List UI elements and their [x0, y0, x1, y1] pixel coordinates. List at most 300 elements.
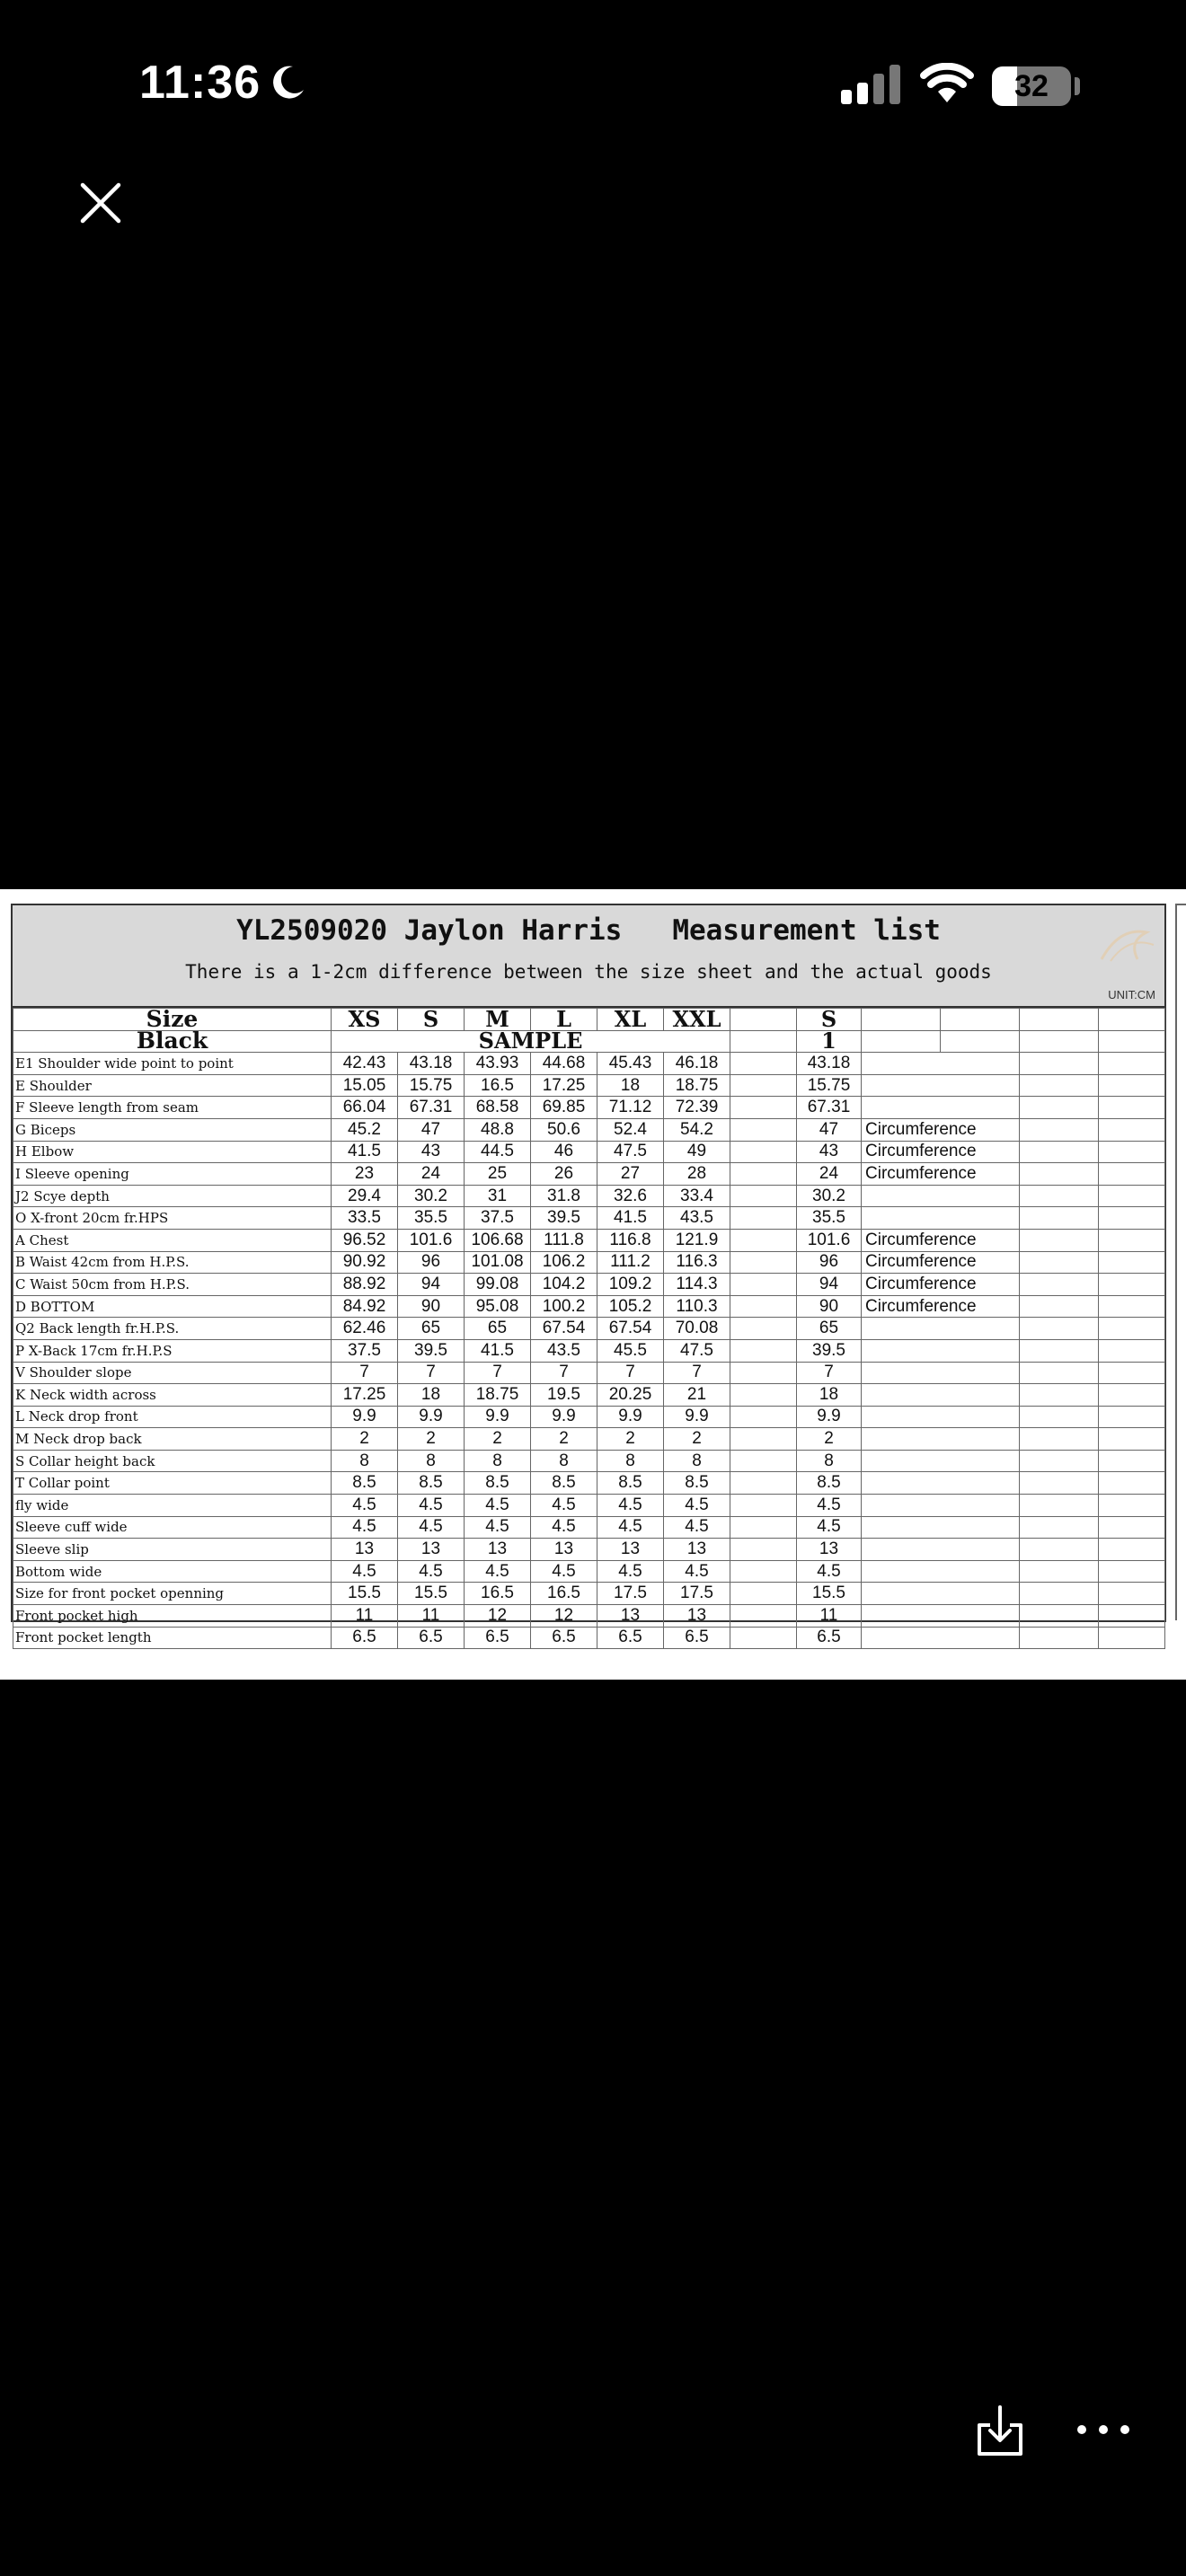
sheet-subtitle: There is a 1-2cm difference between the size sheet and the actual goods [185, 961, 992, 983]
blank-cell [1099, 1163, 1165, 1186]
measurement-value: 32.6 [597, 1185, 664, 1207]
sample-value: 18 [797, 1384, 862, 1407]
measurement-value: 105.2 [597, 1295, 664, 1318]
measurement-value: 8 [465, 1450, 531, 1472]
blank-cell [1099, 1384, 1165, 1407]
measurement-value: 13 [664, 1539, 730, 1561]
measurement-value: 31 [465, 1185, 531, 1207]
sample-value: 67.31 [797, 1097, 862, 1119]
measurement-value: 4.5 [332, 1495, 398, 1517]
note-cell [862, 1472, 1020, 1495]
blank-cell [1099, 1229, 1165, 1251]
measurement-value: 66.04 [332, 1097, 398, 1119]
blank-cell [1020, 1053, 1099, 1075]
table-row [13, 1627, 1165, 1649]
measurement-value: 2 [398, 1428, 465, 1451]
table-row [13, 1295, 1165, 1318]
measurement-value: 65 [465, 1318, 531, 1340]
sample-value: 4.5 [797, 1516, 862, 1539]
note-cell [862, 1384, 1020, 1407]
measurement-label: V Shoulder slope [13, 1362, 332, 1384]
table-row [13, 1074, 1165, 1097]
measurement-value: 110.3 [664, 1295, 730, 1318]
measurement-value: 8.5 [398, 1472, 465, 1495]
blank-cell [1099, 1251, 1165, 1274]
measurement-value: 2 [597, 1428, 664, 1451]
measurement-value: 109.2 [597, 1274, 664, 1296]
measurement-value: 41.5 [465, 1339, 531, 1362]
battery-icon [992, 66, 1071, 106]
blank-cell [1099, 1030, 1165, 1053]
measurement-value: 111.8 [531, 1229, 597, 1251]
measurement-label: P X-Back 17cm fr.H.P.S [13, 1339, 332, 1362]
more-icon[interactable] [1075, 2416, 1132, 2443]
measurement-value: 43.93 [465, 1053, 531, 1075]
blank-cell [1020, 1097, 1099, 1119]
sample-value: 15.5 [797, 1583, 862, 1605]
measurement-label: fly wide [13, 1495, 332, 1517]
measurement-value: 4.5 [531, 1495, 597, 1517]
table-row [13, 1207, 1165, 1230]
measurement-value: 20.25 [597, 1384, 664, 1407]
measurement-value: 13 [465, 1539, 531, 1561]
blank-cell [1020, 1339, 1099, 1362]
table-row [13, 1251, 1165, 1274]
measurement-value: 47.5 [597, 1141, 664, 1163]
measurement-value: 7 [597, 1362, 664, 1384]
blank-cell [1099, 1118, 1165, 1141]
measurement-value: 8 [664, 1450, 730, 1472]
measurement-value: 104.2 [531, 1274, 597, 1296]
measurement-value: 26 [531, 1163, 597, 1186]
battery-tip [1075, 77, 1080, 95]
measurement-label: G Biceps [13, 1118, 332, 1141]
measurement-value: 18.75 [664, 1074, 730, 1097]
measurement-label: Q2 Back length fr.H.P.S. [13, 1318, 332, 1340]
note-cell [862, 1318, 1020, 1340]
measurement-value: 4.5 [398, 1495, 465, 1517]
blank-cell [1020, 1318, 1099, 1340]
measurement-value: 47.5 [664, 1339, 730, 1362]
blank-cell [730, 1251, 797, 1274]
measurement-value: 25 [465, 1163, 531, 1186]
measurement-label: E1 Shoulder wide point to point [13, 1053, 332, 1075]
measurement-value: 45.2 [332, 1118, 398, 1141]
blank-cell [1020, 1605, 1099, 1628]
measurement-value: 47 [398, 1118, 465, 1141]
measurement-label: A Chest [13, 1229, 332, 1251]
note-cell [862, 1207, 1020, 1230]
blank-cell [1020, 1406, 1099, 1428]
sample-value: 43.18 [797, 1053, 862, 1075]
measurement-value: 7 [332, 1362, 398, 1384]
note-cell [862, 1627, 1020, 1649]
table-row [13, 1339, 1165, 1362]
measurement-value: 7 [531, 1362, 597, 1384]
status-time: 11:36 [139, 57, 261, 109]
measurement-value: 12 [465, 1605, 531, 1628]
measurement-value: 106.68 [465, 1229, 531, 1251]
close-icon[interactable] [77, 180, 124, 226]
table-row [13, 1583, 1165, 1605]
sample-value: 8.5 [797, 1472, 862, 1495]
table-row [13, 1560, 1165, 1583]
blank-cell [1099, 1627, 1165, 1649]
blank-cell [1020, 1229, 1099, 1251]
measurement-value: 2 [332, 1428, 398, 1451]
blank-cell [1099, 1428, 1165, 1451]
blank-cell [730, 1163, 797, 1186]
blank-cell [1020, 1539, 1099, 1561]
blank-cell [730, 1583, 797, 1605]
blank-cell [1020, 1295, 1099, 1318]
blank-cell [730, 1295, 797, 1318]
adjacent-sheet-edge [1175, 904, 1186, 1620]
note-cell [862, 1406, 1020, 1428]
measurement-value: 71.12 [597, 1097, 664, 1119]
measurement-value: 4.5 [664, 1516, 730, 1539]
measurement-value: 9.9 [332, 1406, 398, 1428]
measurement-value: 17.25 [332, 1384, 398, 1407]
blank-cell [730, 1516, 797, 1539]
measurement-value: 7 [664, 1362, 730, 1384]
blank-cell [730, 1627, 797, 1649]
color-header-row [13, 1030, 1165, 1053]
measurement-value: 8.5 [465, 1472, 531, 1495]
blank-cell [730, 1074, 797, 1097]
blank-cell [1020, 1009, 1099, 1031]
wifi-icon [920, 63, 974, 104]
measurement-value: 116.3 [664, 1251, 730, 1274]
blank-cell [1099, 1009, 1165, 1031]
measurement-value: 30.2 [398, 1185, 465, 1207]
measurement-value: 35.5 [398, 1207, 465, 1230]
status-bar [0, 0, 1186, 171]
measurement-value: 48.8 [465, 1118, 531, 1141]
blank-cell [1020, 1362, 1099, 1384]
measurement-value: 17.5 [664, 1583, 730, 1605]
measurement-value: 8 [398, 1450, 465, 1472]
measurement-label: Size for front pocket openning [13, 1583, 332, 1605]
blank-cell [1099, 1339, 1165, 1362]
measurement-value: 37.5 [332, 1339, 398, 1362]
measurement-value: 39.5 [398, 1339, 465, 1362]
sample-size-header: S [797, 1009, 862, 1031]
measurement-value: 4.5 [465, 1560, 531, 1583]
measurement-label: Front pocket high [13, 1605, 332, 1628]
measurement-value: 4.5 [664, 1495, 730, 1517]
blank-cell [1099, 1583, 1165, 1605]
blank-cell [1099, 1605, 1165, 1628]
measurement-value: 8.5 [597, 1472, 664, 1495]
measurement-value: 84.92 [332, 1295, 398, 1318]
blank-cell [1099, 1560, 1165, 1583]
sample-value: 90 [797, 1295, 862, 1318]
blank-cell [1020, 1030, 1099, 1053]
measurement-value: 44.5 [465, 1141, 531, 1163]
blank-cell [1099, 1141, 1165, 1163]
measurement-value: 4.5 [664, 1560, 730, 1583]
note-cell [862, 1185, 1020, 1207]
measurement-value: 69.85 [531, 1097, 597, 1119]
size-header-row [13, 1009, 1165, 1031]
measurement-value: 15.75 [398, 1074, 465, 1097]
note-cell [862, 1053, 1020, 1075]
blank-cell [1020, 1560, 1099, 1583]
measurement-value: 67.54 [597, 1318, 664, 1340]
measurement-value: 24 [398, 1163, 465, 1186]
table-row [13, 1406, 1165, 1428]
sample-value: 9.9 [797, 1406, 862, 1428]
measurement-value: 50.6 [531, 1118, 597, 1141]
blank-cell [730, 1406, 797, 1428]
measurement-value: 17.25 [531, 1074, 597, 1097]
sample-value: 8 [797, 1450, 862, 1472]
measurement-label: D BOTTOM [13, 1295, 332, 1318]
note-cell [862, 1450, 1020, 1472]
measurement-value: 94 [398, 1274, 465, 1296]
measurement-value: 4.5 [597, 1560, 664, 1583]
measurement-value: 46 [531, 1141, 597, 1163]
measurement-value: 45.43 [597, 1053, 664, 1075]
measurement-label: Front pocket length [13, 1627, 332, 1649]
download-icon[interactable] [972, 2404, 1028, 2459]
blank-cell [1099, 1406, 1165, 1428]
measurement-value: 43.18 [398, 1053, 465, 1075]
sample-value: 101.6 [797, 1229, 862, 1251]
measurement-value: 41.5 [597, 1207, 664, 1230]
sample-label: SAMPLE [332, 1030, 730, 1053]
blank-cell [730, 1362, 797, 1384]
measurement-value: 15.5 [332, 1583, 398, 1605]
sample-value: 47 [797, 1118, 862, 1141]
blank-cell [862, 1030, 941, 1053]
blank-cell [730, 1097, 797, 1119]
measurement-value: 13 [531, 1539, 597, 1561]
note-cell [862, 1539, 1020, 1561]
measurement-value: 6.5 [398, 1627, 465, 1649]
table-row [13, 1539, 1165, 1561]
blank-cell [1020, 1450, 1099, 1472]
signal-icon [839, 65, 904, 104]
note-cell [862, 1605, 1020, 1628]
measurement-value: 41.5 [332, 1141, 398, 1163]
blank-cell [730, 1318, 797, 1340]
measurement-value: 100.2 [531, 1295, 597, 1318]
sample-value: 2 [797, 1428, 862, 1451]
battery-level: 32 [1014, 69, 1049, 103]
blank-cell [1020, 1384, 1099, 1407]
measurement-label: Sleeve slip [13, 1539, 332, 1561]
sample-value: 11 [797, 1605, 862, 1628]
blank-cell [730, 1229, 797, 1251]
blank-cell [1020, 1274, 1099, 1296]
note-cell [862, 1495, 1020, 1517]
measurement-label: H Elbow [13, 1141, 332, 1163]
color-label: Black [13, 1030, 332, 1053]
blank-cell [730, 1560, 797, 1583]
measurement-value: 9.9 [398, 1406, 465, 1428]
measurement-label: J2 Scye depth [13, 1185, 332, 1207]
blank-cell [1099, 1185, 1165, 1207]
note-cell: Circumference [862, 1141, 1020, 1163]
blank-cell [1020, 1472, 1099, 1495]
blank-cell [1020, 1516, 1099, 1539]
table-row [13, 1605, 1165, 1628]
measurement-label: L Neck drop front [13, 1406, 332, 1428]
table-row [13, 1229, 1165, 1251]
sample-value: 94 [797, 1274, 862, 1296]
measurement-value: 18 [597, 1074, 664, 1097]
measurement-label: T Collar point [13, 1472, 332, 1495]
measurement-value: 4.5 [531, 1560, 597, 1583]
measurement-value: 6.5 [332, 1627, 398, 1649]
blank-cell [730, 1539, 797, 1561]
measurement-value: 8 [332, 1450, 398, 1472]
measurement-value: 6.5 [531, 1627, 597, 1649]
measurement-value: 67.31 [398, 1097, 465, 1119]
measurement-value: 44.68 [531, 1053, 597, 1075]
measurement-value: 90.92 [332, 1251, 398, 1274]
measurement-value: 17.5 [597, 1583, 664, 1605]
sample-value: 4.5 [797, 1560, 862, 1583]
measurement-label: B Waist 42cm from H.P.S. [13, 1251, 332, 1274]
measurement-value: 43.5 [531, 1339, 597, 1362]
measurement-value: 70.08 [664, 1318, 730, 1340]
measurement-value: 2 [465, 1428, 531, 1451]
moon-icon [268, 63, 307, 102]
blank-cell [1020, 1163, 1099, 1186]
note-cell [862, 1074, 1020, 1097]
blank-cell [1020, 1207, 1099, 1230]
blank-cell [730, 1185, 797, 1207]
blank-cell [1020, 1627, 1099, 1649]
measurement-value: 8.5 [332, 1472, 398, 1495]
measurement-value: 8 [531, 1450, 597, 1472]
measurement-value: 4.5 [531, 1516, 597, 1539]
measurement-value: 8.5 [531, 1472, 597, 1495]
table-row [13, 1495, 1165, 1517]
sample-value: 13 [797, 1539, 862, 1561]
measurement-value: 101.6 [398, 1229, 465, 1251]
sample-value: 35.5 [797, 1207, 862, 1230]
blank-cell [1099, 1472, 1165, 1495]
measurement-value: 114.3 [664, 1274, 730, 1296]
table-row [13, 1472, 1165, 1495]
blank-cell [941, 1030, 1020, 1053]
measurement-value: 39.5 [531, 1207, 597, 1230]
measurement-value: 12 [531, 1605, 597, 1628]
size-column-header: XL [597, 1009, 664, 1031]
sample-value: 24 [797, 1163, 862, 1186]
measurement-value: 29.4 [332, 1185, 398, 1207]
blank-cell [730, 1118, 797, 1141]
measurement-value: 72.39 [664, 1097, 730, 1119]
table-row [13, 1516, 1165, 1539]
table-row [13, 1450, 1165, 1472]
size-column-header: XXL [664, 1009, 730, 1031]
note-cell [862, 1428, 1020, 1451]
measurement-value: 6.5 [465, 1627, 531, 1649]
measurement-value: 88.92 [332, 1274, 398, 1296]
watermark-logo [1084, 923, 1164, 972]
measurement-value: 11 [332, 1605, 398, 1628]
measurement-value: 13 [332, 1539, 398, 1561]
measurement-value: 4.5 [597, 1495, 664, 1517]
blank-cell [1099, 1539, 1165, 1561]
blank-cell [1020, 1251, 1099, 1274]
note-cell: Circumference [862, 1251, 1020, 1274]
blank-cell [1099, 1516, 1165, 1539]
blank-cell [730, 1428, 797, 1451]
sample-value: 65 [797, 1318, 862, 1340]
blank-cell [1020, 1185, 1099, 1207]
measurement-value: 65 [398, 1318, 465, 1340]
measurement-value: 16.5 [465, 1074, 531, 1097]
photo-viewer-image [0, 889, 1186, 1680]
table-row [13, 1097, 1165, 1119]
blank-cell [1099, 1097, 1165, 1119]
blank-cell [1099, 1274, 1165, 1296]
measurement-label: Bottom wide [13, 1560, 332, 1583]
measurement-value: 13 [597, 1539, 664, 1561]
measurement-value: 8.5 [664, 1472, 730, 1495]
measurement-value: 27 [597, 1163, 664, 1186]
measurement-value: 9.9 [664, 1406, 730, 1428]
measurement-value: 67.54 [531, 1318, 597, 1340]
blank-cell [730, 1472, 797, 1495]
note-cell: Circumference [862, 1118, 1020, 1141]
blank-cell [941, 1009, 1020, 1031]
measurement-value: 4.5 [597, 1516, 664, 1539]
blank-cell [1099, 1450, 1165, 1472]
blank-cell [730, 1495, 797, 1517]
measurement-value: 19.5 [531, 1384, 597, 1407]
table-row [13, 1362, 1165, 1384]
size-column-header: XS [332, 1009, 398, 1031]
sample-value: 96 [797, 1251, 862, 1274]
blank-cell [730, 1207, 797, 1230]
blank-cell [862, 1009, 941, 1031]
measurement-label: Sleeve cuff wide [13, 1516, 332, 1539]
measurement-value: 2 [531, 1428, 597, 1451]
note-cell [862, 1339, 1020, 1362]
sample-value: 15.75 [797, 1074, 862, 1097]
measurement-value: 31.8 [531, 1185, 597, 1207]
blank-cell [730, 1450, 797, 1472]
measurement-value: 96.52 [332, 1229, 398, 1251]
size-column-header: S [398, 1009, 465, 1031]
measurement-value: 6.5 [664, 1627, 730, 1649]
size-label: Size [13, 1009, 332, 1031]
measurement-value: 54.2 [664, 1118, 730, 1141]
measurement-value: 4.5 [332, 1560, 398, 1583]
blank-cell [1020, 1118, 1099, 1141]
measurement-value: 16.5 [465, 1583, 531, 1605]
sample-value: 6.5 [797, 1627, 862, 1649]
measurement-value: 42.43 [332, 1053, 398, 1075]
blank-cell [1020, 1141, 1099, 1163]
note-cell: Circumference [862, 1229, 1020, 1251]
table-row [13, 1428, 1165, 1451]
table-row [13, 1274, 1165, 1296]
note-cell: Circumference [862, 1274, 1020, 1296]
measurement-value: 99.08 [465, 1274, 531, 1296]
measurement-value: 43 [398, 1141, 465, 1163]
sheet-header [13, 905, 1164, 1008]
sample-value: 39.5 [797, 1339, 862, 1362]
measurement-value: 121.9 [664, 1229, 730, 1251]
